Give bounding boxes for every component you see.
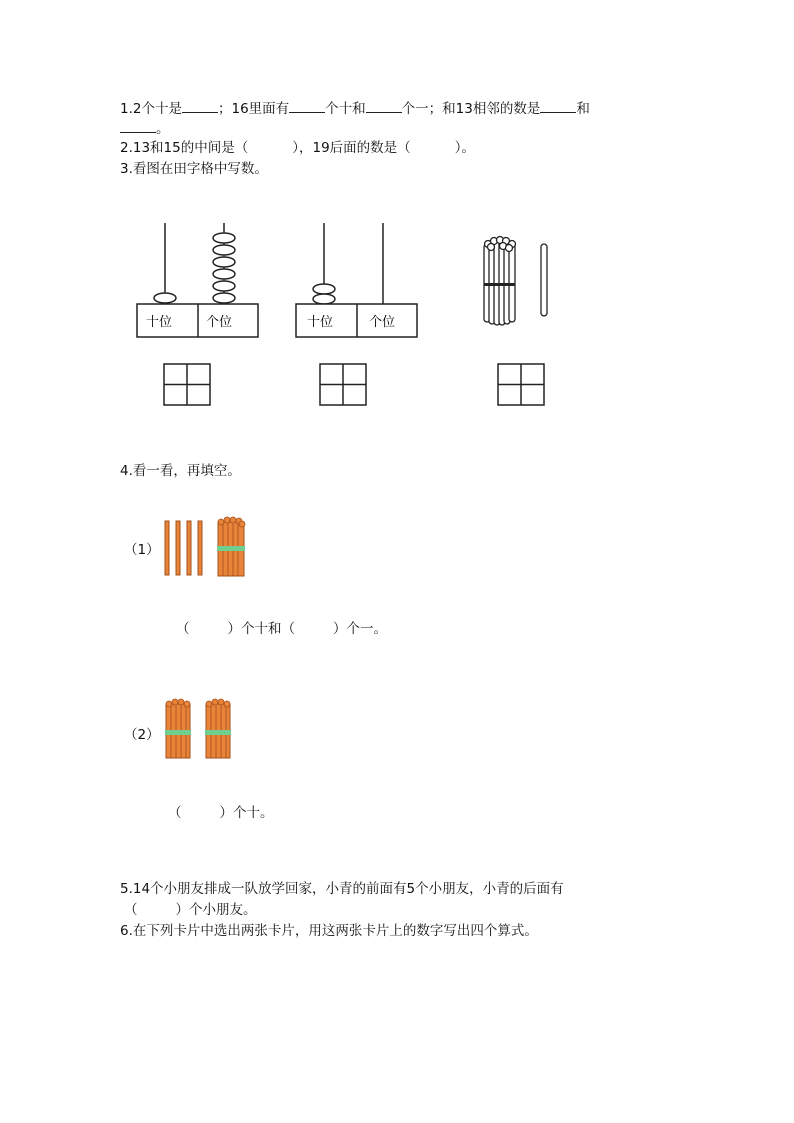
bead [213,245,235,255]
single-stick [541,244,547,316]
tian-grid-1[interactable] [162,362,214,408]
stick-bundle-outline [478,232,558,332]
bead [213,281,235,291]
tens-label: 十位 [146,315,173,330]
single-stick [176,521,180,575]
single-stick [187,521,191,575]
answer-blank[interactable] [289,98,325,113]
question-3: 3.看图在田字格中写数。 [120,161,268,177]
question-6: 6.在下列卡片中选出两张卡片，用这两张卡片上的数字写出四个算式。 [120,923,538,939]
answer-blank[interactable] [540,98,576,113]
question-1-line-2: 。 [120,118,170,139]
ones-label: 个位 [369,315,396,330]
bead [213,293,235,303]
sub-question-2-fill: （ ）个十。 [168,805,274,821]
stick-bundle [165,699,191,758]
sub-question-2-label: （2） [124,727,160,743]
sticks-picture-2 [162,697,242,763]
question-1-line-1: 1.2个十是 ；16里面有 个十和 个一；和13相邻的数是 和 [120,98,590,119]
single-stick [198,521,202,575]
single-stick [165,521,169,575]
question-4-title: 4.看一看，再填空。 [120,463,241,479]
tens-label: 十位 [307,315,334,330]
bead [313,294,335,304]
answer-blank[interactable] [366,98,402,113]
bead [154,293,176,303]
bead [213,269,235,279]
sub-question-1-label: （1） [124,542,160,558]
sticks-picture-1 [162,516,252,580]
tian-grid-3[interactable] [496,362,548,408]
answer-blank[interactable] [120,118,156,133]
question-5-line-1: 5.14个小朋友排成一队放学回家，小青的前面有5个小朋友，小青的后面有 [120,881,564,897]
abacus-2 [289,215,424,345]
abacus-1 [130,215,265,345]
stick-bundle [205,699,231,758]
bead [213,257,235,267]
ones-label: 个位 [206,315,233,330]
answer-blank[interactable] [182,98,218,113]
sub-question-1-fill: （ ）个十和（ ）个一。 [176,621,387,637]
question-2: 2.13和15的中间是（ ），19后面的数是（ ）。 [120,140,475,156]
tian-grid-2[interactable] [318,362,370,408]
stick-bundle [217,517,245,576]
bead [213,233,235,243]
question-5-line-2: （ ）个小朋友。 [124,902,257,918]
bead [313,284,335,294]
